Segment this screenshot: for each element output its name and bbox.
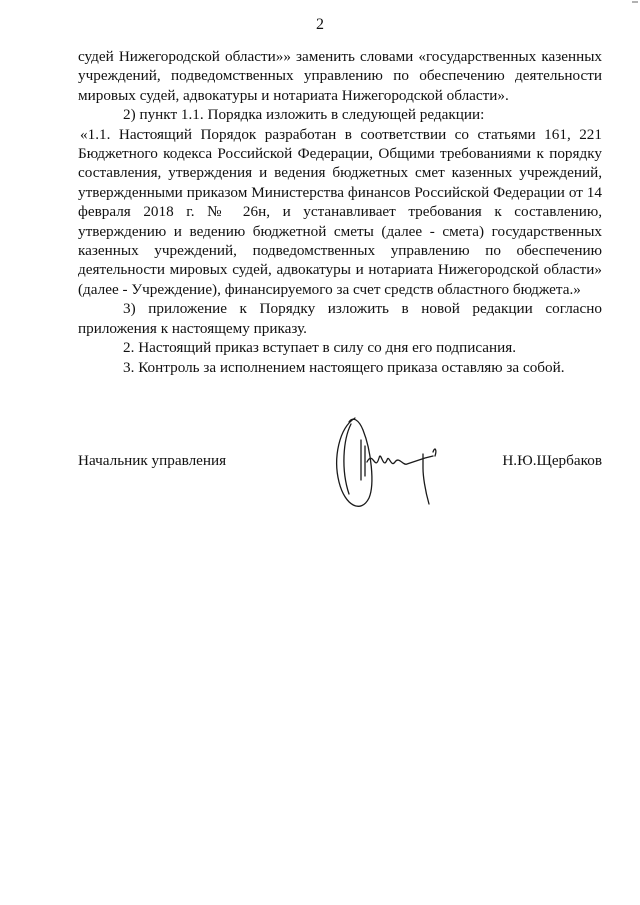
paragraph-quoted-clause: «1.1. Настоящий Порядок разработан в соответствии со статьями 161, 221 Бюджетного кодекса Российской Федерации, Общими требованиями к порядку составления, утверждения и ведения бюджетных смет казенных учреждений, утвержденными приказом Министерства финансов Российской Федерации от 14 февраля 2018 г. № 26н, и устанавливает требования к составлению, утверждению и ведению бюджетной сметы (далее - смета) государственных казенных учреждений, подведомственных управлению по обеспечению деятельности мировых судей, адвокатуры и нотариата Нижегородской области» (далее - Учреждение), финансируемого за счет средств областного бюджета.»	[78, 125, 602, 298]
paragraph-item-2: 2) пункт 1.1. Порядка изложить в следующей редакции:	[123, 106, 485, 124]
document-body	[78, 47, 602, 377]
handwritten-signature	[325, 410, 450, 530]
signatory-name: Н.Ю.Щербаков	[502, 452, 602, 469]
paragraph-continuation: судей Нижегородской области»» заменить словами «государственных казенных учреждений, подведомственных управлению по обеспечению деятельности мировых судей, адвокатуры и нотариата Нижегородской области».	[78, 48, 602, 104]
scan-mark-icon	[632, 0, 638, 4]
paragraph-item-3: 3) приложение к Порядку изложить в новой редакции согласно приложения к настоящему приказу.	[78, 300, 602, 337]
paragraph-control: 3. Контроль за исполнением настоящего приказа оставляю за собой.	[123, 358, 565, 376]
paragraph-effective-date: 2. Настоящий приказ вступает в силу со дня его подписания.	[123, 339, 517, 357]
page-number: 2	[316, 16, 324, 33]
signatory-position: Начальник управления	[78, 452, 227, 469]
